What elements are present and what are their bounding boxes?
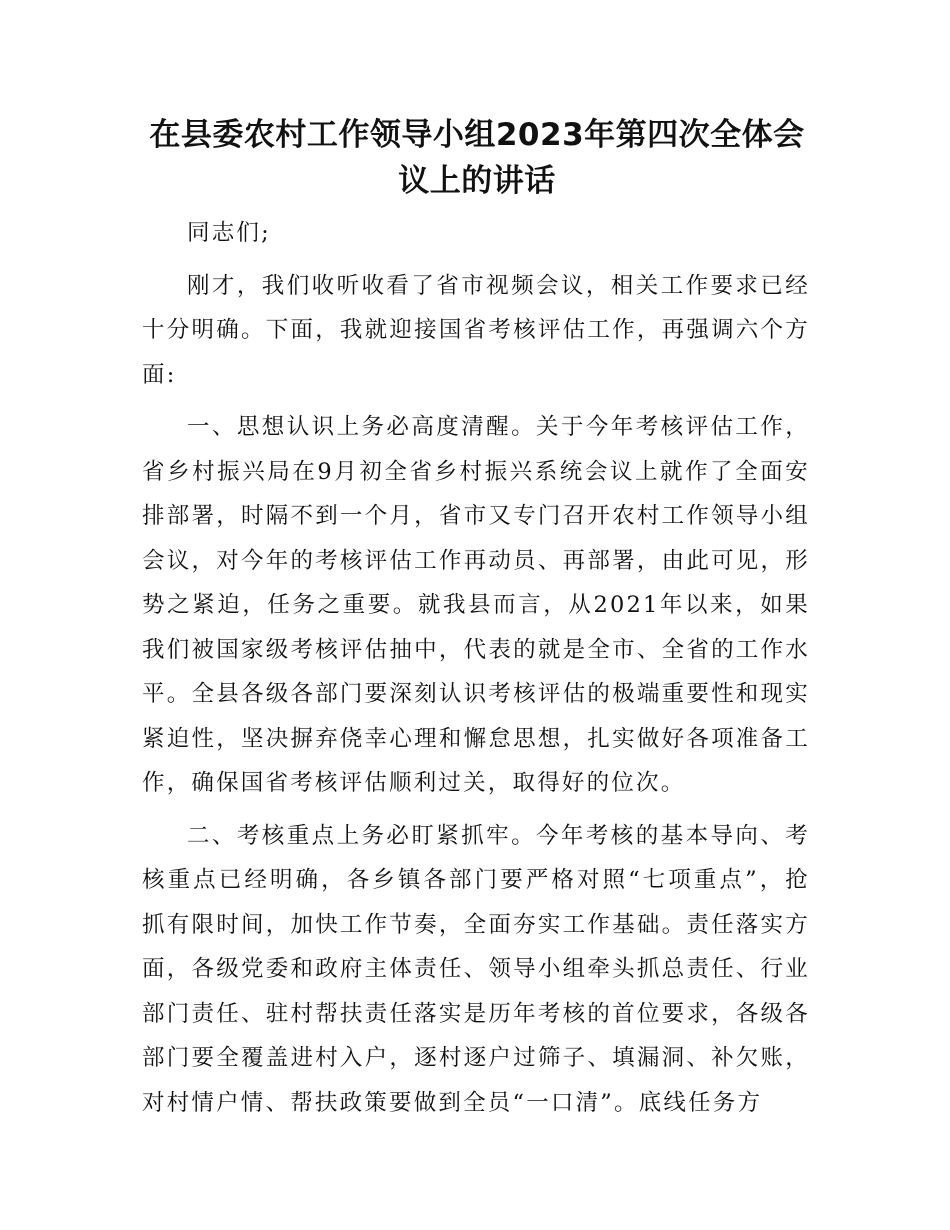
section-one-paragraph: 一、思想认识上务必高度清醒。关于今年考核评估工作，省乡村振兴局在9月初全省乡村振兴系统会议上就作了全面安排部署，时隔不到一个月，省市又专门召开农村工作领导小组会议，对今年的考核评估工作再动员、再部署，由此可见，形势之紧迫，任务之重要。就我县而言，从2021年以来，如果我们被国家级考核评估抽中，代表的就是全市、全省的工作水平。全县各级各部门要深刻认识考核评估的极端重要性和现实紧迫性，坚决摒弃侥幸心理和懈怠思想，扎实做好各项准备工作，确保国省考核评估顺利过关，取得好的位次。 — [142, 414, 810, 796]
intro-paragraph: 刚才，我们收听收看了省市视频会议，相关工作要求已经十分明确。下面，我就迎接国省考核评估工作，再强调六个方面: — [142, 272, 810, 388]
document-body — [142, 211, 810, 1133]
section-two-paragraph: 二、考核重点上务必盯紧抓牢。今年考核的基本导向、考核重点已经明确，各乡镇各部门要严格对照“七项重点”，抢抓有限时间，加快工作节奏，全面夯实工作基础。责任落实方面，各级党委和政府主体责任、领导小组牵头抓总责任、行业部门责任、驻村帮扶责任落实是历年考核的首位要求，各级各部门要全覆盖进村入户，逐村逐户过筛子、填漏洞、补欠账，对村情户情、帮扶政策要做到全员“一口清”。底线任务方 — [142, 822, 810, 1116]
document-title: 在县委农村工作领导小组2023年第四次全体会议上的讲话 — [149, 117, 805, 199]
salutation-paragraph: 同志们; — [187, 220, 271, 246]
